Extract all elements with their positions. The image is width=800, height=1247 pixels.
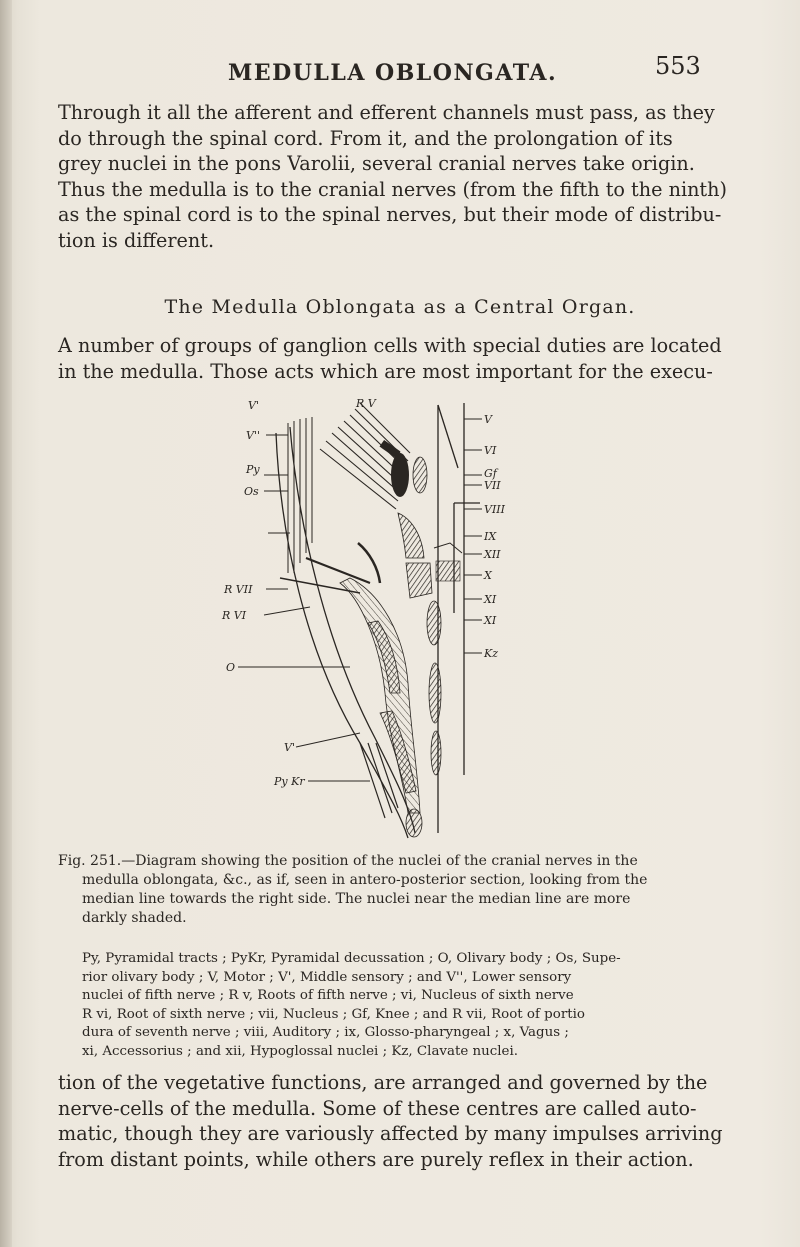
caption-line: median line towards the right side. The nuclei near the median line are more	[82, 891, 631, 907]
legend-line: rior olivary body ; V, Motor ; V', Middle sensory ; and V'', Lower sensory	[82, 969, 572, 985]
label-vagus: X	[484, 569, 492, 582]
paragraph-line: grey nuclei in the pons Varolii, several cranial nerves take origin.	[58, 152, 695, 175]
label-root-seventh: R VII	[224, 583, 253, 596]
paragraph-line: from distant points, while others are purely reflex in their action.	[58, 1147, 694, 1171]
paragraph-line: nerve-cells of the medulla. Some of these centres are called auto-	[58, 1096, 697, 1120]
label-pyramidal-decussation: Py Kr	[274, 775, 305, 788]
label-knee: Gf	[484, 467, 497, 480]
label-glosso-pharyngeal: IX	[484, 530, 497, 543]
legend-line: nuclei of fifth nerve ; R v, Roots of fifth nerve ; vi, Nucleus of sixth nerve	[82, 988, 574, 1003]
figure-caption	[58, 852, 758, 928]
label-clavate: Kz	[484, 647, 499, 660]
label-olivary-body: O	[226, 661, 236, 674]
page-number: 553	[655, 52, 701, 80]
section-heading: The Medulla Oblongata as a Central Organ.	[164, 296, 636, 318]
paragraph-line: in the medulla. Those acts which are most important for the execu-	[58, 359, 713, 383]
paragraph-line: matic, though they are variously affected by many impulses arriving	[58, 1122, 723, 1145]
label-auditory: VIII	[484, 503, 505, 516]
paragraph-line: A number of groups of ganglion cells with special duties are located	[58, 334, 722, 357]
medulla-nuclei-diagram	[210, 393, 590, 843]
label-hypoglossal: XII	[484, 548, 501, 561]
label-accessorius-upper: XI	[484, 593, 497, 606]
label-nucleus-sixth: VI	[484, 444, 497, 457]
caption-line: medulla oblongata, &c., as if, seen in antero-posterior section, looking from the	[82, 872, 648, 888]
label-accessorius-lower: XI	[484, 614, 497, 627]
label-v-double-prime: V''	[246, 429, 260, 442]
label-v-prime-lower: V'	[284, 741, 295, 754]
label-pyramidal: Py	[246, 463, 260, 476]
running-title: MEDULLA OBLONGATA.	[228, 60, 558, 86]
legend-line: xi, Accessorius ; and xii, Hypoglossal nuclei ; Kz, Clavate nuclei.	[82, 1043, 519, 1059]
page-header	[0, 52, 800, 92]
diagram-drawing	[210, 393, 590, 843]
paragraph-line: tion is different.	[58, 228, 215, 252]
caption-line: darkly shaded.	[82, 910, 187, 926]
paragraph-3	[58, 1070, 758, 1172]
nuclei-shading	[280, 440, 462, 837]
paragraph-line: do through the spinal cord. From it, and the prolongation of its	[58, 126, 673, 150]
legend-line: R vi, Root of sixth nerve ; vii, Nucleus ; Gf, Knee ; and R vii, Root of portio	[82, 1006, 585, 1022]
paragraph-line: tion of the vegetative functions, are arranged and governed by the	[58, 1071, 708, 1094]
page-spine-shadow	[0, 0, 12, 1247]
paragraph-line: as the spinal cord is to the spinal nerves, but their mode of distribu-	[58, 203, 722, 226]
paragraph-2	[58, 333, 758, 384]
label-nucleus-seventh: VII	[484, 479, 501, 492]
label-superior-olivary: Os	[244, 485, 259, 498]
legend-line: dura of seventh nerve ; viii, Auditory ; ix, Glosso-pharyngeal ; x, Vagus ;	[82, 1025, 569, 1040]
legend-line: Py, Pyramidal tracts ; PyKr, Pyramidal decussation ; O, Olivary body ; Os, Supe-	[82, 951, 621, 966]
label-motor-fifth: V	[484, 413, 492, 426]
paragraph-line: Through it all the afferent and efferent channels must pass, as they	[58, 101, 715, 124]
figure-legend	[58, 950, 758, 1061]
caption-line: Fig. 251.—Diagram showing the position of the nuclei of the cranial nerves in the	[58, 853, 638, 869]
label-root-fifth: R V	[356, 397, 376, 410]
paragraph-1	[58, 100, 758, 253]
paragraph-line: Thus the medulla is to the cranial nerves (from the fifth to the ninth)	[58, 177, 727, 201]
label-v-prime: V'	[248, 399, 259, 412]
label-root-sixth: R VI	[222, 609, 247, 622]
